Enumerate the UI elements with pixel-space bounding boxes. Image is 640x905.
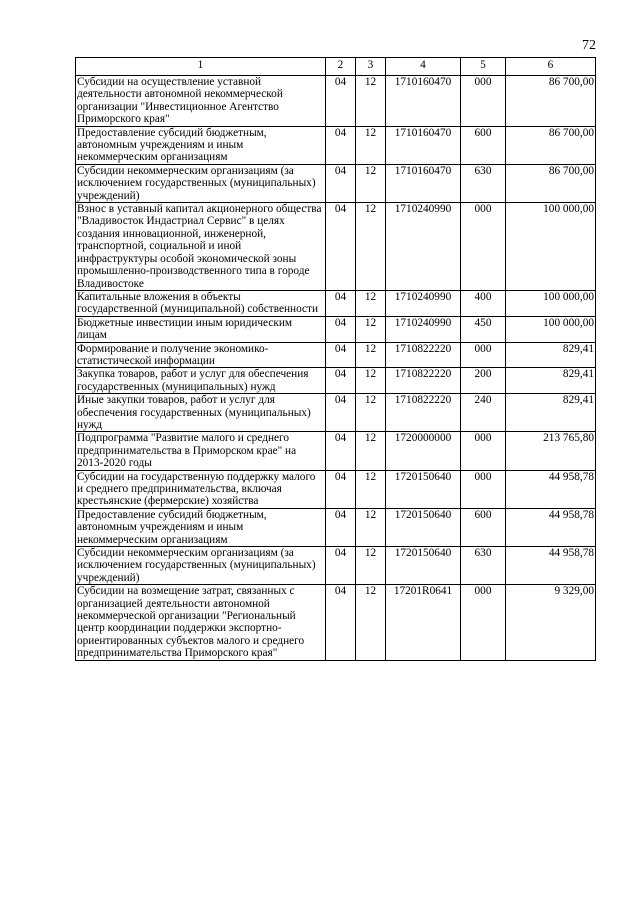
row-name: Закупка товаров, работ и услуг для обеспечения государственных (муниципальных) нужд bbox=[76, 368, 326, 394]
row-expense-type: 000 bbox=[461, 470, 506, 508]
row-name: Иные закупки товаров, работ и услуг для обеспечения государственных (муниципальных) нужд bbox=[76, 394, 326, 432]
row-expense-type: 200 bbox=[461, 368, 506, 394]
row-name: Субсидии на государственную поддержку малого и среднего предпринимательства, включая крестьянские (фермерские) хозяйства bbox=[76, 470, 326, 508]
row-expense-type: 450 bbox=[461, 316, 506, 342]
row-section: 04 bbox=[326, 585, 356, 660]
row-section: 04 bbox=[326, 290, 356, 316]
row-section: 04 bbox=[326, 126, 356, 164]
row-amount: 829,41 bbox=[506, 342, 596, 368]
row-section: 04 bbox=[326, 368, 356, 394]
row-name: Бюджетные инвестиции иным юридическим лицам bbox=[76, 316, 326, 342]
table-row bbox=[76, 164, 596, 202]
row-target-article: 1710160470 bbox=[386, 76, 461, 127]
row-subsection: 12 bbox=[356, 470, 386, 508]
table-row bbox=[76, 508, 596, 546]
row-target-article: 1710822220 bbox=[386, 394, 461, 432]
row-target-article: 1710822220 bbox=[386, 368, 461, 394]
row-name: Предоставление субсидий бюджетным, автономным учреждениям и иным некоммерческим организациям bbox=[76, 126, 326, 164]
row-section: 04 bbox=[326, 316, 356, 342]
row-target-article: 1710160470 bbox=[386, 126, 461, 164]
row-section: 04 bbox=[326, 432, 356, 470]
row-expense-type: 000 bbox=[461, 76, 506, 127]
row-expense-type: 400 bbox=[461, 290, 506, 316]
table-row bbox=[76, 470, 596, 508]
row-subsection: 12 bbox=[356, 126, 386, 164]
row-section: 04 bbox=[326, 203, 356, 291]
row-expense-type: 240 bbox=[461, 394, 506, 432]
row-subsection: 12 bbox=[356, 76, 386, 127]
row-subsection: 12 bbox=[356, 316, 386, 342]
table-row bbox=[76, 126, 596, 164]
row-subsection: 12 bbox=[356, 585, 386, 660]
row-amount: 44 958,78 bbox=[506, 508, 596, 546]
row-expense-type: 630 bbox=[461, 547, 506, 585]
row-subsection: 12 bbox=[356, 547, 386, 585]
row-name: Субсидии на осуществление уставной деятельности автономной некоммерческой организации "Инвестиционное Агентство Приморского края" bbox=[76, 76, 326, 127]
row-amount: 86 700,00 bbox=[506, 164, 596, 202]
row-amount: 829,41 bbox=[506, 368, 596, 394]
row-target-article: 1720000000 bbox=[386, 432, 461, 470]
row-amount: 100 000,00 bbox=[506, 290, 596, 316]
row-section: 04 bbox=[326, 470, 356, 508]
row-target-article: 1710822220 bbox=[386, 342, 461, 368]
row-section: 04 bbox=[326, 76, 356, 127]
header-amount: 6 bbox=[506, 58, 596, 76]
row-amount: 44 958,78 bbox=[506, 547, 596, 585]
row-name: Подпрограмма "Развитие малого и среднего предпринимательства в Приморском крае" на 2013-2020 годы bbox=[76, 432, 326, 470]
row-section: 04 bbox=[326, 547, 356, 585]
row-amount: 86 700,00 bbox=[506, 126, 596, 164]
row-target-article: 1710240990 bbox=[386, 316, 461, 342]
row-name: Капитальные вложения в объекты государственной (муниципальной) собственности bbox=[76, 290, 326, 316]
row-target-article: 1710160470 bbox=[386, 164, 461, 202]
budget-table bbox=[75, 57, 596, 661]
row-subsection: 12 bbox=[356, 368, 386, 394]
row-subsection: 12 bbox=[356, 394, 386, 432]
row-expense-type: 600 bbox=[461, 508, 506, 546]
row-expense-type: 630 bbox=[461, 164, 506, 202]
row-expense-type: 000 bbox=[461, 585, 506, 660]
row-amount: 213 765,80 bbox=[506, 432, 596, 470]
table-row bbox=[76, 290, 596, 316]
header-section: 2 bbox=[326, 58, 356, 76]
row-name: Формирование и получение экономико-статистической информации bbox=[76, 342, 326, 368]
row-name: Субсидии на возмещение затрат, связанных с организацией деятельности автономной некоммерческой организации "Региональный центр координации поддержки экспортно-ориентированных субъектов малого и среднего предпринимательства Приморского края" bbox=[76, 585, 326, 660]
table-row bbox=[76, 203, 596, 291]
table-row bbox=[76, 547, 596, 585]
row-target-article: 1720150640 bbox=[386, 547, 461, 585]
row-amount: 86 700,00 bbox=[506, 76, 596, 127]
row-amount: 44 958,78 bbox=[506, 470, 596, 508]
row-amount: 100 000,00 bbox=[506, 316, 596, 342]
row-target-article: 17201R0641 bbox=[386, 585, 461, 660]
header-name: 1 bbox=[76, 58, 326, 76]
row-section: 04 bbox=[326, 342, 356, 368]
header-target-article: 4 bbox=[386, 58, 461, 76]
table-row bbox=[76, 316, 596, 342]
row-name: Субсидии некоммерческим организациям (за исключением государственных (муниципальных) учреждений) bbox=[76, 547, 326, 585]
row-expense-type: 000 bbox=[461, 342, 506, 368]
table-row bbox=[76, 585, 596, 660]
header-subsection: 3 bbox=[356, 58, 386, 76]
row-subsection: 12 bbox=[356, 508, 386, 546]
row-subsection: 12 bbox=[356, 290, 386, 316]
table-row bbox=[76, 394, 596, 432]
row-subsection: 12 bbox=[356, 432, 386, 470]
row-section: 04 bbox=[326, 508, 356, 546]
row-section: 04 bbox=[326, 394, 356, 432]
row-target-article: 1710240990 bbox=[386, 203, 461, 291]
row-expense-type: 000 bbox=[461, 432, 506, 470]
row-expense-type: 000 bbox=[461, 203, 506, 291]
header-expense-type: 5 bbox=[461, 58, 506, 76]
row-amount: 829,41 bbox=[506, 394, 596, 432]
row-name: Предоставление субсидий бюджетным, автономным учреждениям и иным некоммерческим организациям bbox=[76, 508, 326, 546]
row-subsection: 12 bbox=[356, 164, 386, 202]
header-row bbox=[76, 58, 596, 76]
row-section: 04 bbox=[326, 164, 356, 202]
table-row bbox=[76, 368, 596, 394]
row-target-article: 1720150640 bbox=[386, 508, 461, 546]
row-subsection: 12 bbox=[356, 203, 386, 291]
row-amount: 100 000,00 bbox=[506, 203, 596, 291]
table-row bbox=[76, 342, 596, 368]
row-target-article: 1720150640 bbox=[386, 470, 461, 508]
table-row bbox=[76, 76, 596, 127]
row-expense-type: 600 bbox=[461, 126, 506, 164]
row-name: Субсидии некоммерческим организациям (за исключением государственных (муниципальных) учреждений) bbox=[76, 164, 326, 202]
page-number: 72 bbox=[582, 38, 596, 53]
row-name: Взнос в уставный капитал акционерного общества "Владивосток Индастриал Сервис" в целях создания инновационной, инженерной, транспортной, социальной и иной инфраструктуры особой экономической зоны промышленно-производственного типа в городе Владивостоке bbox=[76, 203, 326, 291]
row-amount: 9 329,00 bbox=[506, 585, 596, 660]
row-target-article: 1710240990 bbox=[386, 290, 461, 316]
row-subsection: 12 bbox=[356, 342, 386, 368]
table-row bbox=[76, 432, 596, 470]
